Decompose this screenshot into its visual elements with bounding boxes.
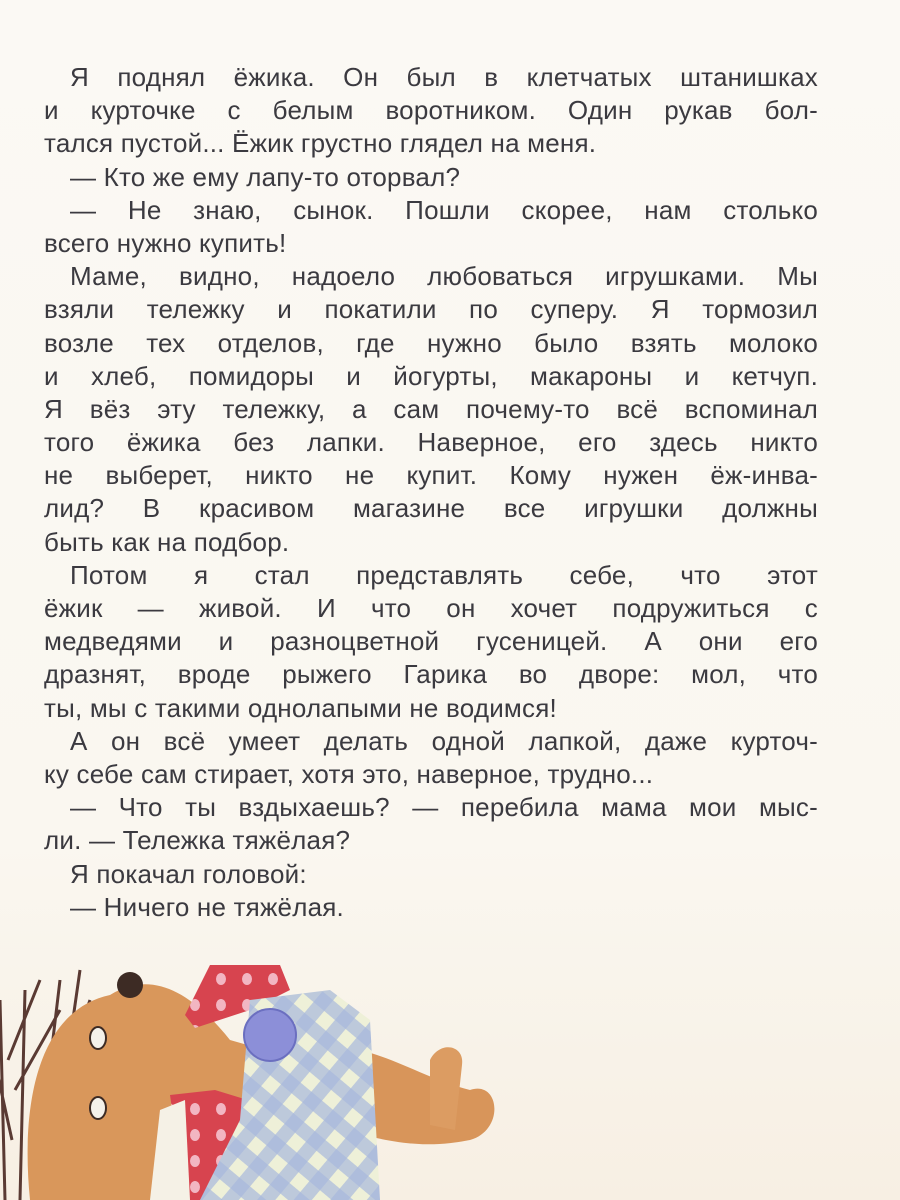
text-line: — Что ты вздыхаешь? — перебила мама мои мыс- [70,792,818,823]
text-line: того ёжика без лапки. Наверное, его здесь никто [44,427,818,458]
story-text [44,61,818,924]
text-line: возле тех отделов, где нужно было взять молоко [44,327,818,358]
eye-top [90,1027,106,1049]
text-line: А он всё умеет делать одной лапкой, даже курточ- [70,725,818,756]
text-line: и курточке с белым воротником. Один рукав бол- [44,95,818,126]
eye-bottom [90,1097,106,1119]
text-line: не выберет, никто не купит. Кому нужен ёж-инва- [44,460,818,491]
text-line: — Ничего не тяжёлая. [70,891,344,922]
text-line: тался пустой... Ёжик грустно глядел на меня. [44,128,597,159]
text-line: всего нужно купить! [44,227,287,258]
text-line: Я поднял ёжика. Он был в клетчатых штанишках [70,62,818,92]
text-line: взяли тележку и покатили по суперу. Я тормозил [44,294,818,325]
text-line: Маме, видно, надоело любоваться игрушками. Мы [70,261,818,292]
nose [117,972,143,998]
text-line: дразнят, вроде рыжего Гарика во дворе: мол, что [44,659,818,690]
text-line: ку себе сам стирает, хотя это, наверное, трудно... [44,758,654,789]
arm [360,1050,494,1144]
text-line: Потом я стал представлять себе, что этот [70,559,818,590]
text-line: ты, мы с такими однолапыми не водимся! [44,692,557,723]
text-line: лид? В красивом магазине все игрушки должны [44,493,818,524]
text-line: — Кто же ему лапу-то оторвал? [70,161,461,192]
text-line: Я покачал головой: [70,858,307,889]
text-line: — Не знаю, сынок. Пошли скорее, нам столько [70,194,818,225]
text-line: и хлеб, помидоры и йогурты, макароны и кетчуп. [44,360,818,391]
button [244,1009,296,1061]
text-line: Я вёз эту тележку, а сам почему-то всё вспоминал [44,393,818,424]
text-line: медведями и разноцветной гусеницей. А они его [44,626,818,657]
text-line: ли. — Тележка тяжёлая? [44,825,351,856]
text-line: ёжик — живой. И что он хочет подружиться с [44,593,818,623]
hedgehog-illustration [0,940,900,1200]
text-line: быть как на подбор. [44,526,290,557]
